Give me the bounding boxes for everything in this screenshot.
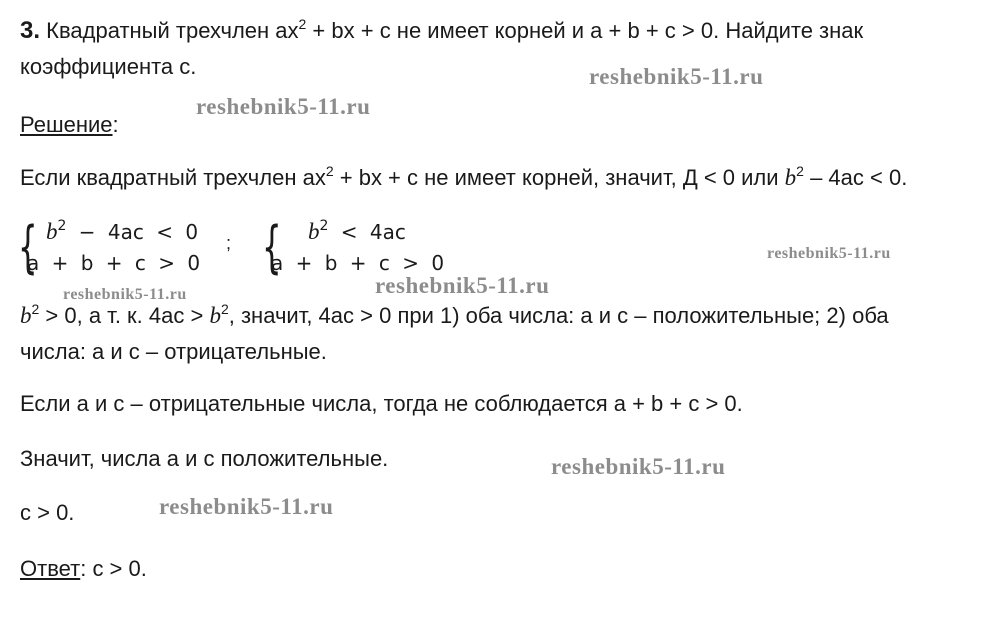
step1-part-b: + bx + c не имеет корней, значит, Д < 0 или <box>333 165 785 190</box>
step1-part-a: Если квадратный трехчлен ax <box>20 165 326 190</box>
answer-value: : c > 0. <box>80 556 147 581</box>
problem-statement <box>20 16 863 46</box>
variable-b: b <box>784 165 797 190</box>
exponent: 2 <box>31 301 40 317</box>
system2-row1 <box>308 219 406 245</box>
exponent: 2 <box>57 218 67 234</box>
watermark: reshebnik5-11.ru <box>196 94 371 119</box>
separator: ; <box>226 233 232 253</box>
variable-b: b <box>20 303 32 328</box>
step5-text: c > 0. <box>20 500 75 525</box>
watermark: reshebnik5-11.ru <box>159 494 334 519</box>
step2-part-b: , значит, 4ac > 0 при 1) оба числа: а и с – положительные; 2) оба <box>228 303 889 328</box>
exponent: 2 <box>298 16 307 32</box>
exponent: 2 <box>325 163 334 179</box>
problem-text-part2: + bx + c не имеет корней и a + b + c > 0. Найдите знак <box>306 18 864 43</box>
watermark: reshebnik5-11.ru <box>63 286 187 303</box>
variable-b: b <box>308 219 320 244</box>
system1-row1-rest: − 4ac < 0 <box>66 220 199 244</box>
watermark: reshebnik5-11.ru <box>551 454 726 479</box>
exponent: 2 <box>319 218 329 234</box>
solution-heading: Решение: <box>20 112 119 137</box>
watermark: reshebnik5-11.ru <box>375 273 550 298</box>
left-brace-icon: { <box>262 215 282 280</box>
step4-text: Значит, числа а и с положительные. <box>20 446 389 471</box>
step1-text <box>20 163 907 193</box>
exponent: 2 <box>220 301 229 317</box>
system2-row1-rest: < 4ac <box>328 220 406 244</box>
watermark: reshebnik5-11.ru <box>589 64 764 89</box>
step2-part-a: > 0, а т. к. 4ac > <box>39 303 210 328</box>
system1-row1 <box>46 219 198 245</box>
problem-statement-cont: коэффициента с. <box>20 54 197 79</box>
solution-label: Решение <box>20 112 113 137</box>
system1-row2: a + b + c > 0 <box>27 251 201 275</box>
variable-b: b <box>46 219 58 244</box>
step1-part-c: – 4ac < 0. <box>803 165 908 190</box>
answer <box>20 554 147 584</box>
watermark: reshebnik5-11.ru <box>767 245 891 262</box>
problem-number: 3. <box>20 17 41 44</box>
exponent: 2 <box>796 163 804 179</box>
variable-b: b <box>209 303 221 328</box>
step2-text-cont: числа: а и с – отрицательные. <box>20 339 327 364</box>
system2-row2: a + b + c > 0 <box>271 251 445 275</box>
step3-text: Если а и с – отрицательные числа, тогда не соблюдается a + b + c > 0. <box>20 391 743 416</box>
problem-text-part1: Квадратный трехчлен ax <box>46 18 299 43</box>
step2-text <box>20 301 889 331</box>
answer-label: Ответ <box>20 556 81 581</box>
left-brace-icon: { <box>18 215 38 280</box>
